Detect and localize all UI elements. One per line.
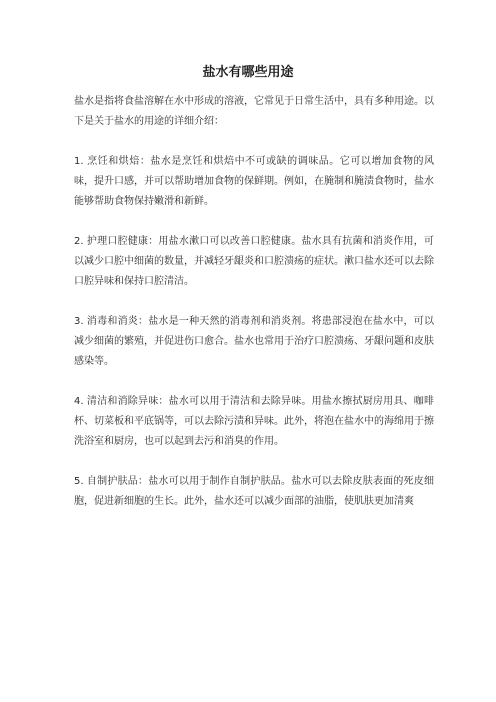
document-title: 盐水有哪些用途 bbox=[202, 65, 294, 80]
list-item-oral-care: 2. 护理口腔健康：用盐水漱口可以改善口腔健康。盐水具有抗菌和消炎作用，可以减少口腔中细菌的数量，并减轻牙龈炎和口腔溃疡的症状。漱口盐水还可以去除口腔异味和保持口腔清洁。 bbox=[74, 236, 434, 287]
intro-paragraph: 盐水是指将食盐溶解在水中形成的溶液，它常见于日常生活中，具有多种用途。以下是关于盐水的用途的详细介绍： bbox=[74, 96, 434, 127]
list-item-cooking: 1. 烹饪和烘焙：盐水是烹饪和烘焙中不可或缺的调味品。它可以增加食物的风味，提升口感，并可以帮助增加食物的保鲜期。例如，在腌制和腌渍食物时，盐水能够帮助食物保持嫩滑和新鲜。 bbox=[74, 156, 434, 207]
list-item-skincare: 5. 自制护肤品：盐水可以用于制作自制护肤品。盐水可以去除皮肤表面的死皮细胞，促进新细胞的生长。此外，盐水还可以减少面部的油脂，使肌肤更加清爽 bbox=[74, 476, 434, 507]
list-item-disinfection: 3. 消毒和消炎：盐水是一种天然的消毒剂和消炎剂。将患部浸泡在盐水中，可以减少细菌的繁殖，并促进伤口愈合。盐水也常用于治疗口腔溃疡、牙龈问题和皮肤感染等。 bbox=[74, 316, 434, 367]
list-item-cleaning: 4. 清洁和消除异味：盐水可以用于清洁和去除异味。用盐水擦拭厨房用具、咖啡杯、切菜板和平底锅等，可以去除污渍和异味。此外，将泡在盐水中的海绵用于擦洗浴室和厨房，也可以起到去污和消臭的作用。 bbox=[74, 396, 434, 447]
document-body bbox=[74, 92, 434, 532]
